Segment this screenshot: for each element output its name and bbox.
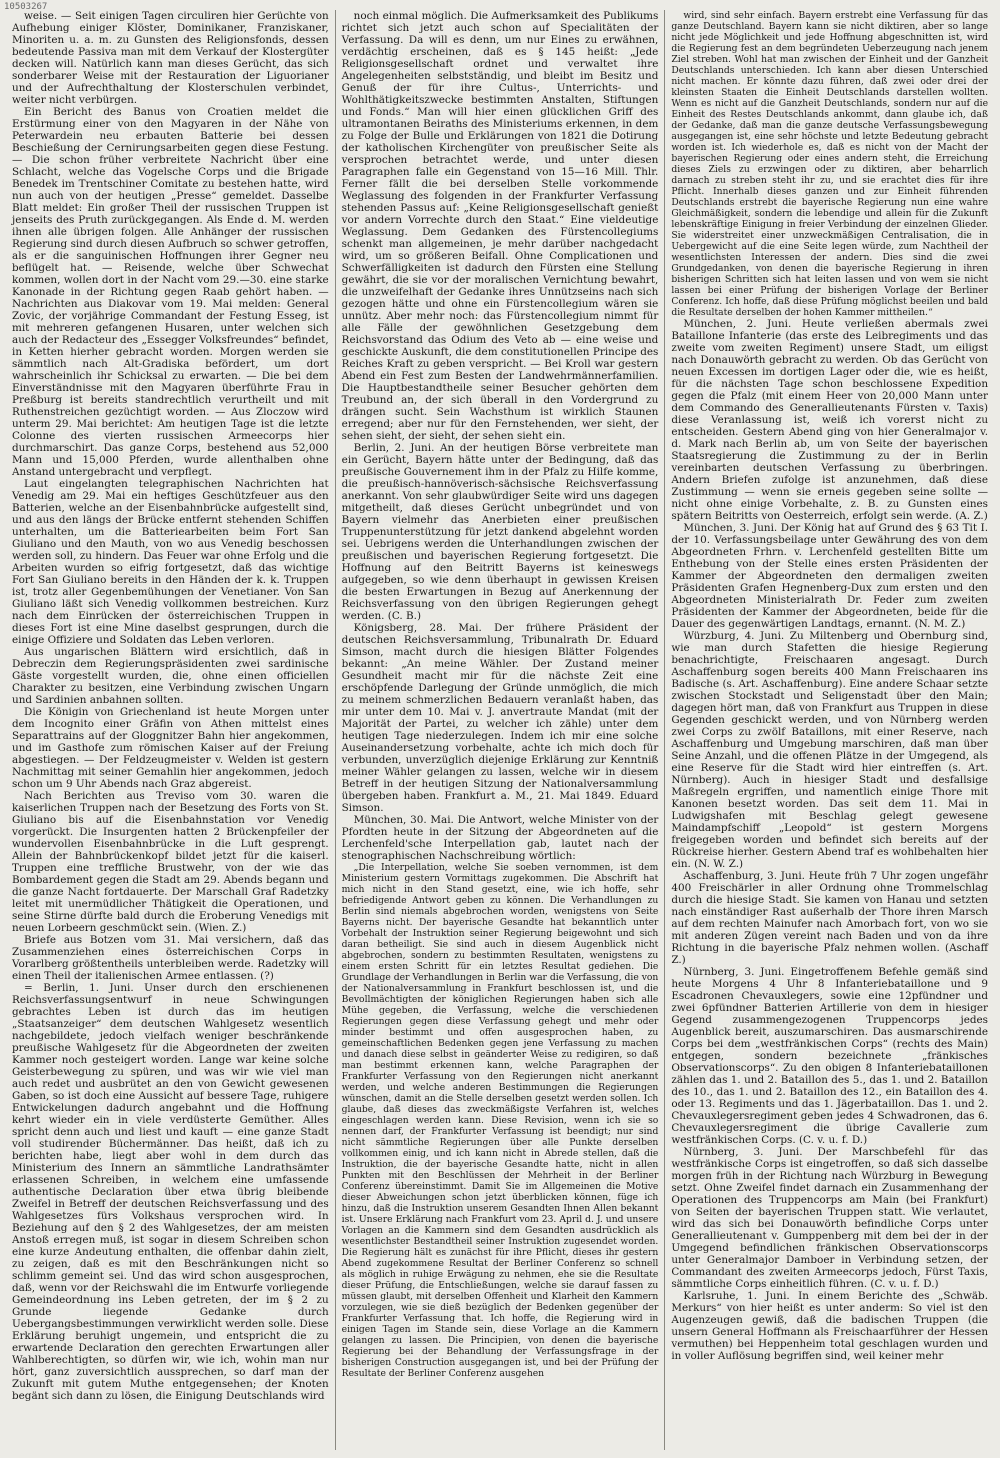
column-3 [664,10,994,1450]
column-2 [335,10,665,1450]
article-paragraph: München, 30. Mai. Die Antwort, welche Minister von der Pfordten heute in der Sitzung der Abgeordneten auf die Lerchenfeld'sche Interpellation gab, lautet nach der stenographischen Nachschreibung wörtlich: [341,814,659,862]
article-paragraph: München, 2. Juni. Heute verließen abermals zwei Bataillone Infanterie (das erste des Leibregiments und das zweite vom zweiten Regiment) unsere Stadt, um eiligst nach Donauwörth gebracht zu werden. Ob das Gerücht von neuen Excessen im dortigen Lager oder die, wie es heißt, für die nächsten Tage schon beschlossene Expedition gegen die Pfalz (mit einem Heer von 20,000 Mann unter dem Commando des Generallieutenants Fürsten v. Taxis) diese Veranlassung ist, weiß ich vorerst nicht zu entscheiden. Gestern Abend ging von hier Generalmajor v. d. Mark nach Berlin ab, um von Seite der bayerischen Staatsregierung die Zustimmung zu der in Berlin vereinbarten deutschen Verfassung zu überbringen. Andern Briefen zufolge ist anzunehmen, daß diese Zustimmung — wenn sie erneis gegeben seine sollte — nicht ohne einige Vorbehalte, z. B. zu Gunsten eines spätern Beitritts von Oesterreich, erfolgt sein werde. (A. Z.) [671,318,989,522]
article-paragraph: Nach Berichten aus Treviso vom 30. waren die kaiserlichen Truppen nach der Besetzung des Forts von St. Giuliano bis auf die Eisenbahnstation vor Venedig vorgerückt. Die Insurgenten hatten 2 Brückenpfeiler der wundervollen Eisenbahnbrücke in die Luft gesprengt. Allein der Bahnbrückenkopf bildet jetzt für die kaiserl. Truppen eine treffliche Brustwehr, von der wie das Bombardement gegen die Stadt am 29. Abends begann und die ganze Nacht fortdauerte. Der Marschall Graf Radetzky leitet mit unermüdlicher Thätigkeit die Operationen, und seine Stirne dürfte bald durch die Eroberung Venedigs mit neuen Lorbeern geschmückt sein. (Wien. Z.) [12,790,329,934]
article-paragraph: = Berlin, 1. Juni. Unser durch den erschienenen Reichsverfassungsentwurf in neue Schwingungen gebrachtes Leben ist durch das im heutigen „Staatsanzeiger“ dem deutschen Wahlgesetz wesentlich nachgebildete, jedoch vielfach weniger beschränkende preußische Wahlgesetz für die Abgeordneten der zweiten Kammer noch gesteigert worden. Lange war keine solche Geisterbewegung zu spüren, und was wir wie viel man auch redet und ausbrütet an den von Gewicht gewesenen Gaben, so ist doch eine Aussicht auf bessere Tage, ruhigere Entwickelungen dadurch angebahnt und die Hoffnung kehrt wieder ein in viele verdüsterte Gemüther. Alles spricht denn auch und liest und kauft — eine ganze Stadt voll studirender Büchermänner. Das heißt, daß ich zu berichten habe, liegt aber wohl in dem durch das Ministerium des Innern an sämmtliche Landrathsämter erlassenen Schreiben, in welchem eine umfassende authentische Declaration über etwa übrig bleibende Zweifel in Betreff der deutschen Reichsverfassung und des Wahlgesetzes fürs Volkshaus versprochen wird. In Beziehung auf den § 2 des Wahlgesetzes, der am meisten Anstoß erregen muß, ist sogar in diesem Schreiben schon eine kurze Andeutung enthalten, die offenbar dahin zielt, zu zeigen, daß es mit den Beschränkungen nicht so schlimm gemeint sei. Und das wird schon ausgesprochen, daß, wenn vor der Reichswahl die im Entwurfe vorliegende Gemeindeordnung ins Leben getreten, der im § 2 zu Grunde liegende Gedanke durch Uebergangsbestimmungen verwirklicht werden solle. Diese Erklärung beruhigt ungemein, und entspricht die zu erwartende Declaration den gerechten Erwartungen aller Wahlberechtigten, so dürfen wir, wie ich, wohin man nur hört, ganz zuversichtlich aussprechen, so darf man der Zukunft mit gutem Muthe entgegensehen; der Knoten begänt sich dann zu lösen, die Einigung Deutschlands wird [12,982,329,1402]
article-paragraph: Berlin, 2. Juni. An der heutigen Börse verbreitete man ein Gerücht, Bayern hätte unter der Bedingung, daß das preußische Gouvernement ihm in der Pfalz zu Hilfe komme, die preußisch-hannöverisch-sächsische Reichsverfassung anerkannt. Von sehr glaubwürdiger Seite wird uns dagegen mitgetheilt, daß dieses Gerücht unbegründet und von Bayern vielmehr das Anerbieten einer preußischen Truppenunterstützung für jetzt dankend abgelehnt worden sei. Uebrigens werden die Unterhandlungen zwischen der preußischen und bayerischen Regierung fortgesetzt. Die Hoffnung auf den Beitritt Bayerns ist keineswegs aufgegeben, so wie denn überhaupt in gewissen Kreisen die besten Erwartungen in Bezug auf Anerkennung der Reichsverfassung von den übrigen Regierungen gehegt werden. (C. B.) [341,442,659,622]
article-paragraph: Aschaffenburg, 3. Juni. Heute früh 7 Uhr zogen ungefähr 400 Freischärler in aller Ordnung ohne Trommelschlag durch die hiesige Stadt. Sie kamen von Hanau und setzten nach einständiger Rast außerhalb der Thore ihren Marsch auf dem rechten Mainufer nach Amorbach fort, von wo sie mit anderen Zügen vereint nach Baden und von da ihre Richtung in die bayerische Pfalz nehmen wollen. (Aschaff Z.) [671,870,989,966]
article-paragraph: Die Königin von Griechenland ist heute Morgen unter dem Incognito einer Gräfin von Athen mittelst eines Separattrains auf der Gloggnitzer Bahn hier angekommen, und im Gasthofe zum römischen Kaiser auf der Freiung abgestiegen. — Der Feldzeugmeister v. Welden ist gestern Nachmittag mit seiner Gemahlin hier angekommen, jedoch schon um 9 Uhr Abends nach Graz abgereist. [12,706,329,790]
article-paragraph: Aus ungarischen Blättern wird ersichtlich, daß in Debreczin dem Regierungspräsidenten zwei sardinische Gäste vorgestellt wurden, die, ohne einen officiellen Charakter zu besitzen, eine Verbindung zwischen Ungarn und Sardinien anbahnen sollten. [12,646,329,706]
minister-speech: „Die Interpellation, welche Sie soeben vernommen, ist dem Ministerium gestern Vormittags zugekommen. Die Abschrift hat mich nicht in den Stand gesetzt, eine, wie ich hoffe, sehr befriedigende Antwort geben zu können. Die Verhandlungen zu Berlin sind niemals abgebrochen worden, wenigstens von Seite Bayerns nicht. Der bayerische Gesandte hat bekanntlich unter Vorbehalt der Instruktion seiner Regierung beigewohnt und sich daran betheiligt. Sie sind auch in diesem Augenblick nicht abgebrochen, sondern zu bestimmten Resultaten, wenigstens zu einem ersten Schritt für ein letztes Resultat gediehen. Die Grundlage der Verhandlungen in Berlin war die Verfassung, die von der Nationalversammlung in Frankfurt beschlossen ist, und die Bevollmächtigten der königlichen Regierungen haben sich alle Mühe gegeben, die Verfassung, welche die verschiedenen Regierungen gegen diese Verfassung gehegt und mehr oder minder bestimmt und offen ausgesprochen haben, zu gemeinschaftlichen Bedenken gegen jene Verfassung zu machen und danach diese selbst in geänderter Weise zu redigiren, so daß man bestimmt erkennen kann, welche Paragraphen der Frankfurter Verfassung von den Regierungen nicht anerkannt werden, und welche anderen Bestimmungen die Regierungen wünschen, damit an die Stelle derselben gesetzt werden sollen. Ich glaube, daß dieses das zweckmäßigste Verfahren ist, welches eingeschlagen werden kann. Diese Revision, wenn ich sie so nennen darf, der Frankfurter Verfassung ist beendigt; nur sind nicht sämmtliche Regierungen über alle Punkte derselben vollkommen einig, und ich kann nicht in Abrede stellen, daß die Instruktion, die der bayerische Gesandte hatte, nicht in allen Punkten mit den Beschlüssen der Mehrheit in der Berliner Conferenz übereinstimmt. Damit Sie im Allgemeinen die Motive dieser Abweichungen schon jetzt überblicken können, füge ich hinzu, daß die Instruktion unserem Gesandten Ihnen Allen bekannt ist. Unsere Erklärung nach Frankfurt vom 23. April d. J. und unsere Vorlagen an die Kammern sind dem Gesandten ausdrücklich als wesentlichster Bestandtheil seiner Instruktion zugesendet worden. Die Regierung hält es zunächst für ihre Pflicht, dieses ihr gestern Abend zugekommene Resultat der Berliner Conferenz so schnell als möglich in ruhige Erwägung zu nehmen, ehe sie die Resultate dieser Prüfung, die Entschließungen, welche sie darauf fassen zu müssen glaubt, mit derselben Offenheit und Klarheit den Kammern vorzulegen, wie sie dieß bezüglich der Bedenken gegenüber der Frankfurter Verfassung that. Ich hoffe, die Regierung wird in einigen Tagen im Stande sein, diese Vorlage an die Kammern gelangen zu lassen. Die Principien, von denen die bayerische Regierung bei der Behandlung der Verfassungsfrage in der bisherigen Construction ausgegangen ist, und bei der Prüfung der Resultate der Berliner Conferenz ausgehen [341,862,659,1379]
article-paragraph: Nürnberg, 3. Juni. Der Marschbefehl für das westfränkische Corps ist eingetroffen, so daß sich dasselbe morgen früh in der Richtung nach Würzburg in Bewegung setzt. Ohne Zweifel findet darnach ein Zusammenhang der Operationen des Truppencorps am Main (bei Frankfurt) von Seiten der bayerischen Truppen statt. Wie verlautet, wird das sich bei Donauwörth befindliche Corps unter Generallieutenant v. Gumppenberg mit dem bei der in der Umgegend befindlichen fränkischen Observationscorps unter Generalmajor Damboer in Verbindung setzen, der Commandant des zweiten Armeecorps jedoch, Fürst Taxis, sämmtliche Corps einheitlich führen. (C. v. u. f. D.) [671,1146,989,1290]
minister-speech-continued: wird, sind sehr einfach. Bayern erstrebt eine Verfassung für das ganze Deutschland. Bayern kann sie nicht diktiren, aber so lange nicht jede Möglichkeit und jede Hoffnung abgeschnitten ist, wird die Regierung fest an dem begründeten Ueberzeugung nach jenem Ziel streben. Wohl hat man zwischen der Einheit und der Ganzheit Deutschlands unterschieden. Ich kann aber diesen Unterschied nicht machen. Er könnte dazu führen, daß zwei oder drei der kleinsten Staaten die Einheit Deutschlands darstellen wollten. Wenn es nicht auf die Ganzheit Deutschlands, sondern nur auf die Einheit des Restes Deutschlands ankommt, dann glaube ich, daß der Gedanke, daß man die ganze deutsche Verfassungsbewegung ausgegangen ist, eine sehr höchste und letzte Bedeutung gebracht worden ist. Ich wiederhole es, daß es nicht von der Macht der bayerischen Regierung oder eines andern steht, die Erreichung dieses Ziels zu erzwingen oder zu diktiren, aber beharrlich darnach zu streben steht ihr zu, und sie erachtet dies für ihre Pflicht. Innerhalb dieses ganzen und zur Einheit führenden Deutschlands erstrebt die bayerische Regierung nun eine wahre Gleichmäßigkeit, sondern die lebendige und allein für die Zukunft lebenskräftige Einigung in freier Verbindung der einzelnen Glieder. Sie widerstreitet einer unzweckmäßigen Centralisation, die in Uebergewicht auf die eine Seite legen würde, zum Nachtheil der wesentlichsten Interessen der andern. Dies sind die zwei Grundgedanken, von denen die bayerische Regierung in ihren bisherigen Schritten sich hat leiten lassen und von wem sie nicht lassen bei einer Prüfung der bisherigen Vorlage der Berliner Conferenz. Ich hoffe, daß diese Prüfung möglichst beeilen und bald die Resultate derselben der hohen Kammer mittheilen.“ [671,10,989,318]
page-id-stamp: 10503267 [4,2,48,12]
article-paragraph: Königsberg, 28. Mai. Der frühere Präsident der deutschen Reichsversammlung, Tribunalrath Dr. Eduard Simson, macht durch die hiesigen Blätter Folgendes bekannt: „An meine Wähler. Der Zustand meiner Gesundheit macht mir für die nächste Zeit eine erschöpfende Darlegung der Gründe unmöglich, die mich zu meinem schmerzlichen Bedauern veranlaßt haben, das mir unter dem 10. Mai v. J. anvertraute Mandat (mit der Majorität der Partei, zu welcher ich zähle) unter dem heutigen Tage niederzulegen. Indem ich mir eine solche Auseinandersetzung vorbehalte, achte ich mich doch für verbunden, unverzüglich diejenige Erklärung zur Kenntniß meiner Wähler gelangen zu lassen, welche wir in diesem Betreff in der heutigen Sitzung der Nationalversammlung übergeben haben. Frankfurt a. M., 21. Mai 1849. Eduard Simson. [341,622,659,814]
newspaper-columns [6,10,994,1450]
article-paragraph: noch einmal möglich. Die Aufmerksamkeit des Publikums richtet sich jetzt auch schon auf Specialitäten der Verfassung. Da will es denn, um nur Eines zu erwähnen, verdächtig erscheinen, daß es § 145 heißt: „Jede Religionsgesellschaft ordnet und verwaltet ihre Angelegenheiten selbstständig, und bleibt im Besitz und Genuß der für ihre Cultus-, Unterrichts- und Wohlthätigkeitszwecke bestimmten Anstalten, Stiftungen und Fonds.“ Man will hier einen glücklichen Griff des ultramontanen Beiraths des Ministeriums erkennen, in dem zu Folge der Bulle und Erklärungen von 1821 die Dotirung der katholischen Kirchengüter von preußischer Seite als versprochen betrachtet werde, und unter diesen Paragraphen falle ein Gegenstand von 15—16 Mill. Thlr. Ferner fällt die bei derselben Stelle vorkommende Weglassung des folgenden in der Frankfurter Verfassung stehenden Passus auf: „Keine Religionsgesellschaft genießt vor andern Vorrechte durch den Staat.“ Eine vieldeutige Weglassung. Dem Gedanken des Fürstencollegiums schenkt man allgemeinen, je mehr darüber nachgedacht wird, um so größeren Beifall. Ohne Complicationen und Schwerfälligkeiten ist dadurch den Fürsten eine Stellung gewährt, die sie vor der moralischen Vernichtung bewahrt, die unzweifelhaft der Gedanke ihres Unnützseins nach sich gezogen hätte und ohne ein Fürstencollegium wären sie unnütz. Aber mehr noch: das Fürstencollegium nimmt für alle Fälle der gewöhnlichen Gesetzgebung dem Reichsvorstand das Odium des Veto ab — eine weise und geschickte Auskunft, die dem constitutionellen Principe des Reiches Kraft zu geben verspricht. — Bei Kroll war gestern Abend ein Fest zum Besten der Landwehrmännerfamilien. Die Hauptbestandtheile seiner Besucher gehörten dem Treubund an, der sich überall in den Vordergrund zu drängen sucht. Sein Wachsthum ist wirklich Staunen erregend; aber nur für den Fernstehenden, wer sieht, der sehen sieht, der sieht, der sehen sieht ein. [341,10,659,442]
article-paragraph: Nürnberg, 3. Juni. Eingetroffenem Befehle gemäß sind heute Morgens 4 Uhr 8 Infanteriebataillone und 9 Escadronen Chevauxlegers, sowie eine 12pfündner und zwei 6pfündner Batterien Artillerie von dem in hiesiger Gegend zusammengezogenen Truppencorps jedes Augenblick bereit, auszumarschiren. Das ausmarschirende Corps bei dem „westfränkischen Corps“ (rechts des Main) entgegen, sondern bezeichnete „fränkisches Observationscorps“. Zu den obigen 8 Infanteriebataillonen zählen das 1. und 2. Bataillon des 5., das 1. und 2. Bataillon des 10., das 1. und 2. Bataillon des 12., ein Bataillon des 4. oder 13. Regiments und das 1. Jägerbataillon. Das 1. und 2. Chevauxlegersregiment geben jedes 4 Schwadronen, das 6. Chevauxlegersregiment die übrige Cavallerie zum westfränkischen Corps. (C. v. u. f. D.) [671,966,989,1146]
article-paragraph: Ein Bericht des Banus von Croatien meldet die Erstürmung einer von den Magyaren in der Nähe von Peterwardein neu erbauten Batterie bei dessen Beschießung der Cernirungsarbeiten gegen diese Festung. — Die schon früher verbreitete Nachricht über eine Schlacht, welche das Vogelsche Corps und die Brigade Benedek im Trentschiner Comitate zu bestehen hatte, wird nun auch von der heutigen „Presse“ gemeldet. Dasselbe Blatt meldet: Ein großer Theil der russischen Truppen ist jenseits des Pruth zurückgegangen. Als Ende d. M. werden ihnen alle übrigen folgen. Alle Anhänger der russischen Regierung sind durch diesen Aufbruch so schwer getroffen, als er die sanguinischen Hoffnungen ihrer Gegner neu beflügelt hat. — Reisende, welche über Schwechat kommen, wollen dort in der Nacht vom 29.—30. eine starke Kanonade in der Richtung gegen Raab gehört haben. — Nachrichten aus Diakovar vom 19. Mai melden: General Zovic, der vorjährige Commandant der Festung Esseg, ist mit mehreren gefangenen Husaren, unter welchen sich auch der Redacteur des „Essegger Volksfreundes“ befindet, in Ketten hierher gebracht worden. Morgen werden sie sämmtlich nach Alt-Gradiska befördert, um dort wahrscheinlich ihr Schicksal zu erwarten. — Die bei dem Einverständnisse mit den Magyaren überführte Frau in Preßburg ist bereits standrechtlich verurtheilt und mit Ruthenstreichen gezüchtigt worden. — Aus Zloczow wird unterm 29. Mai berichtet: Am heutigen Tage ist die letzte Colonne des vierten russischen Armeecorps hier durchmarschirt. Das ganze Corps, bestehend aus 52,000 Mann und 15,000 Pferden, wurde allenthalben ohne Anstand untergebracht und verpflegt. [12,106,329,478]
article-paragraph: Briefe aus Botzen vom 31. Mai versichern, daß das Zusammenziehen eines österreichischen Corps in Vorarlberg größtentheils unterbleiben werde. Radetzky will einen Theil der italienischen Armee entlassen. (?) [12,934,329,982]
article-paragraph: Laut eingelangten telegraphischen Nachrichten hat Venedig am 29. Mai ein heftiges Geschützfeuer aus den Batterien, welche an der Eisenbahnbrücke aufgestellt sind, und aus den längs der Brücke entfernt stehenden Schiffen unterhalten, um die Batteriearbeiten beim Fort San Giuliano und den Mauth, von wo aus Venedig beschossen werden soll, zu hindern. Das Feuer war ohne Erfolg und die Arbeiten wurden so eifrig fortgesetzt, daß das wichtige Fort San Giuliano bereits in den Händen der k. k. Truppen ist, trotz aller Gegenbemühungen der Venetianer. Von San Giuliano läßt sich Venedig vollkommen bestreichen. Kurz nach dem Einrücken der österreichischen Truppen in dieses Fort ist eine Mine daselbst gesprungen, durch die einige Offiziere und Soldaten das Leben verloren. [12,478,329,646]
article-paragraph: Karlsruhe, 1. Juni. In einem Berichte des „Schwäb. Merkurs“ von hier heißt es unter anderm: So viel ist den Augenzeugen gewiß, daß die badischen Truppen (die unsern General Hoffmann als Freischaarführer der Hessen vermuthen) bei Heppenheim total geschlagen wurden und in voller Auflösung begriffen sind, weil keiner mehr [671,1290,989,1362]
column-1 [6,10,335,1450]
article-paragraph: weise. — Seit einigen Tagen circuliren hier Gerüchte von Aufhebung einiger Klöster, Dominikaner, Franziskaner, Minoriten u. a. m. zu Gunsten des Religionsfonds, dessen bedeutende Passiva man mit dem Verkauf der Klostergüter decken will. Natürlich kann man dieses Gerücht, das sich sonderbarer Weise mit der Restauration der Liguorianer und der Aufrechthaltung der Klosterschulen verbindet, weiter nicht verbürgen. [12,10,329,106]
article-paragraph: Würzburg, 4. Juni. Zu Miltenberg und Obernburg sind, wie man durch Stafetten die hiesige Regierung benachrichtigte, Freischaaren angesagt. Durch Aschaffenburg sogen bereits 400 Mann Freischaaren ins Badische (s. Art. Aschaffenburg). Eine andere Schaar setzte zwischen Stockstadt und Seligenstadt über den Main; dagegen hört man, daß von Frankfurt aus Truppen in diese Gegenden geschickt werden, und von Nürnberg werden zwei Corps zu zwölf Bataillons, mit einer Reserve, nach Aschaffenburg und Umgebung marschiren, daß man über Seine Anzahl, und die offenen Plätze in der Umgegend, als eine Reserve für die Stadt wird hier eintreffen (s. Art. Nürnberg). Auch in hiesiger Stadt und desfallsige Maßregeln ergriffen, und namentlich einige Thore mit Kanonen besetzt worden. Das seit dem 11. Mai in Ludwigshafen mit Beschlag gelegt gewesene Maindampfschiff „Leopold“ ist gestern Morgens freigegeben worden und befindet sich bereits auf der Rückreise hierher. Gestern Abend traf es wohlbehalten hier ein. (N. W. Z.) [671,630,989,870]
article-paragraph: München, 3. Juni. Der König hat auf Grund des § 63 Tit I. der 10. Verfassungsbeilage unter Gewährung des von dem Abgeordneten Frhrn. v. Lerchenfeld gestellten Bitte um Enthebung von der Stelle eines ersten Präsidenten der Kammer der Abgeordneten den dermaligen zweiten Präsidenten Grafen Hegnenberg-Dux zum ersten und den Abgeordneten Ministerialrath Dr. Feder zum zweiten Präsidenten der Kammer der Abgeordneten, beide für die Dauer des gegenwärtigen Landtags, ernannt. (N. M. Z.) [671,522,989,630]
